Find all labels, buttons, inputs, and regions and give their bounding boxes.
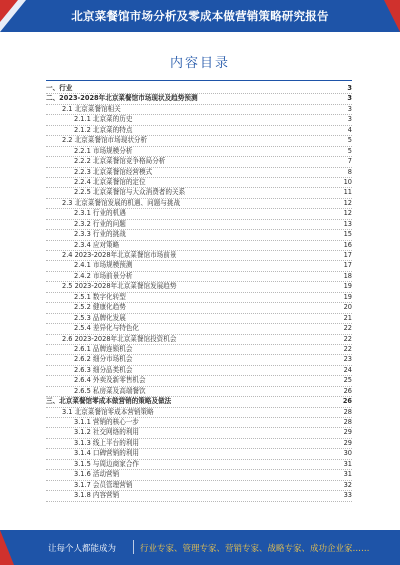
toc-entry-label: 2.5.3 品牌化发展 (74, 313, 126, 322)
toc-divider (46, 80, 352, 81)
toc-entry[interactable] (46, 188, 352, 198)
toc-entry[interactable] (46, 470, 352, 480)
toc-entry[interactable] (46, 408, 352, 418)
toc-entry[interactable] (46, 439, 352, 449)
toc-entry-label: 2.4.2 市场前景分析 (74, 271, 133, 280)
toc-entry-label: 3.1.2 社交网络的利用 (74, 428, 140, 437)
toc-entry[interactable] (46, 428, 352, 438)
footer-red-corner (0, 530, 14, 565)
footer-roles: 行业专家、管理专家、营销专家、战略专家、成功企业家…… (140, 544, 370, 554)
toc-entry[interactable] (46, 94, 352, 104)
toc-entry[interactable] (46, 397, 352, 407)
toc-entry-label: 2.1 北京菜餐馆相关 (62, 104, 121, 113)
toc-entry[interactable] (46, 387, 352, 397)
toc-entry-page: 3 (347, 115, 352, 124)
toc-entry-label: 2.2.1 市场规模分析 (74, 146, 133, 155)
toc-entry-page: 23 (343, 355, 352, 364)
toc-entry-page: 3 (347, 84, 352, 92)
toc-entry-label: 2.2.4 北京菜餐馆的定位 (74, 177, 146, 186)
toc-entry-label: 3.1.6 活动营销 (74, 470, 120, 479)
toc-entry-page: 26 (342, 397, 352, 406)
toc-entry[interactable] (46, 178, 352, 188)
toc-entry-label: 2.3 北京菜餐馆发展的机遇、问题与挑战 (62, 198, 181, 207)
toc-entry-label: 3.1.3 线上平台的利用 (74, 438, 140, 447)
toc-entry-page: 22 (343, 334, 352, 343)
toc-entry[interactable] (46, 136, 352, 146)
toc-entry-label: 3.1.5 与周边商家合作 (74, 459, 140, 468)
toc-entry-page: 12 (343, 198, 352, 207)
toc-entry-label: 2.6.4 外卖及新零售机会 (74, 376, 146, 385)
toc-entry-label: 2.4 2023-2028年北京菜餐馆市场前景 (62, 251, 177, 259)
toc-entry-page: 33 (343, 491, 352, 500)
toc-entry[interactable] (46, 251, 352, 261)
toc-entry[interactable] (46, 324, 352, 334)
toc-entry[interactable] (46, 449, 352, 459)
toc-entry-label: 三、北京菜餐馆零成本做营销的策略及做法 (46, 397, 172, 406)
toc-entry-page: 19 (343, 292, 352, 301)
toc-entry[interactable] (46, 282, 352, 292)
toc-entry-page: 31 (343, 459, 352, 468)
toc-entry-page: 7 (347, 157, 352, 166)
toc-entry[interactable] (46, 481, 352, 491)
table-of-contents (46, 84, 352, 502)
toc-entry[interactable] (46, 345, 352, 355)
toc-entry-label: 2.3.2 行业的问题 (74, 219, 126, 228)
toc-heading: 内容目录 (169, 56, 230, 71)
toc-entry-page: 30 (343, 449, 352, 458)
toc-entry-label: 2.2.5 北京菜餐馆与大众消费者的关系 (74, 188, 186, 197)
toc-entry-page: 20 (343, 303, 352, 312)
footer-divider (133, 540, 134, 554)
toc-entry-label: 3.1.1 营销的核心一步 (74, 418, 140, 426)
toc-entry-page: 19 (343, 282, 352, 291)
toc-entry-page: 17 (343, 261, 352, 270)
toc-entry-label: 2.4.1 市场规模预测 (74, 261, 133, 270)
toc-entry-page: 16 (343, 240, 352, 249)
toc-entry-page: 28 (343, 418, 352, 426)
toc-entry-label: 3.1 北京菜餐馆零成本营销策略 (62, 407, 154, 416)
toc-entry[interactable] (46, 366, 352, 376)
toc-entry[interactable] (46, 491, 352, 501)
toc-entry-label: 2.3.3 行业的挑战 (74, 230, 126, 239)
toc-entry-page: 31 (343, 470, 352, 479)
toc-entry-page: 11 (343, 188, 352, 197)
toc-entry-label: 2.6.2 细分市场机会 (74, 355, 133, 364)
toc-entry-label: 2.6.5 私房菜及高端餐饮 (74, 386, 146, 395)
toc-entry-label: 2.5.1 数字化转型 (74, 292, 126, 301)
toc-entry[interactable] (46, 272, 352, 282)
report-title: 北京菜餐馆市场分析及零成本做营销策略研究报告 (71, 9, 329, 23)
toc-entry-page: 17 (343, 251, 352, 259)
toc-entry[interactable] (46, 168, 352, 178)
toc-entry-page: 24 (343, 365, 352, 374)
toc-entry[interactable] (46, 157, 352, 167)
toc-entry-page: 4 (347, 125, 352, 134)
toc-entry-label: 2.5 2023-2028年北京菜餐馆发展趋势 (62, 282, 177, 291)
toc-entry[interactable] (46, 220, 352, 230)
toc-entry-page: 10 (343, 177, 352, 186)
toc-entry[interactable] (46, 355, 352, 365)
toc-entry[interactable] (46, 261, 352, 271)
toc-entry-label: 2.2 北京菜餐馆市场现状分析 (62, 136, 148, 145)
toc-entry[interactable] (46, 115, 352, 125)
toc-entry[interactable] (46, 314, 352, 324)
toc-entry[interactable] (46, 376, 352, 386)
toc-entry-label: 2.3.1 行业的机遇 (74, 209, 126, 218)
toc-entry[interactable] (46, 303, 352, 313)
toc-entry[interactable] (46, 105, 352, 115)
toc-entry-page: 29 (343, 438, 352, 447)
toc-entry-label: 2.6.1 品牌连锁机会 (74, 344, 133, 353)
toc-entry-page: 12 (343, 209, 352, 218)
toc-entry[interactable] (46, 418, 352, 428)
toc-entry-label: 2.2.3 北京菜餐馆经营模式 (74, 167, 153, 176)
toc-entry-page: 28 (343, 407, 352, 416)
toc-entry-page: 3 (347, 94, 352, 103)
toc-entry-page: 25 (343, 376, 352, 385)
footer-slogan: 让每个人都能成为 (48, 544, 117, 554)
toc-entry-label: 2.2.2 北京菜餐馆竞争格局分析 (74, 157, 166, 166)
toc-entry[interactable] (46, 84, 352, 94)
toc-entry[interactable] (46, 126, 352, 136)
toc-entry-page: 3 (347, 104, 352, 113)
toc-entry-label: 2.6.3 细分品类机会 (74, 365, 133, 374)
toc-entry-page: 22 (343, 324, 352, 333)
toc-entry-page: 5 (347, 146, 352, 155)
toc-entry-page: 29 (343, 428, 352, 437)
toc-entry-label: 一、行业 (46, 84, 73, 92)
toc-entry-page: 5 (347, 136, 352, 145)
toc-entry-label: 2.1.1 北京菜的历史 (74, 115, 133, 124)
toc-entry-page: 8 (347, 167, 352, 176)
toc-entry-label: 3.1.4 口碑营销的利用 (74, 449, 140, 458)
toc-entry-label: 二、2023-2028年北京菜餐馆市场现状及趋势预测 (46, 94, 198, 103)
toc-entry[interactable] (46, 199, 352, 209)
toc-entry-label: 2.5.2 健康化趋势 (74, 303, 126, 312)
toc-entry-label: 2.6 2023-2028年北京菜餐馆投资机会 (62, 334, 177, 343)
toc-entry-page: 15 (343, 230, 352, 239)
toc-entry[interactable] (46, 209, 352, 219)
toc-entry-page: 22 (343, 344, 352, 353)
toc-entry[interactable] (46, 147, 352, 157)
toc-entry[interactable] (46, 293, 352, 303)
toc-entry[interactable] (46, 335, 352, 345)
page-header (0, 0, 400, 32)
toc-entry[interactable] (46, 230, 352, 240)
toc-entry-label: 3.1.7 会员管理营销 (74, 480, 133, 489)
toc-entry-page: 26 (343, 386, 352, 395)
toc-entry-label: 2.1.2 北京菜的特点 (74, 125, 133, 134)
toc-entry[interactable] (46, 460, 352, 470)
toc-entry-label: 2.3.4 应对策略 (74, 240, 120, 249)
toc-entry[interactable] (46, 241, 352, 251)
toc-entry-page: 21 (343, 313, 352, 322)
toc-entry-label: 3.1.8 内容营销 (74, 491, 120, 500)
toc-entry-page: 13 (343, 219, 352, 228)
toc-entry-label: 2.5.4 差异化与特色化 (74, 324, 140, 333)
toc-entry-page: 32 (343, 480, 352, 489)
toc-entry-page: 18 (343, 271, 352, 280)
page-footer (0, 530, 400, 565)
